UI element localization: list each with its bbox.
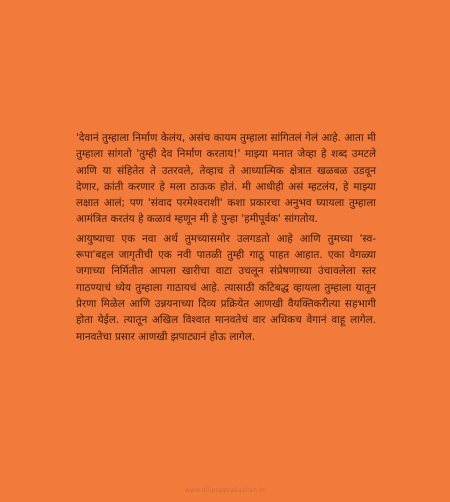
blurb-text bbox=[76, 130, 376, 345]
publisher-url: www.diliprajprakashan.in bbox=[184, 487, 266, 494]
blurb-paragraph-1: 'देवानं तुम्हाला निर्माण केलंय, असंच कायम तुम्हाला सांगितलं गेलं आहे. आता मी तुम्हाला सांगतो 'तुम्ही देव निर्माण करताय!' माझ्या मनात जेव्हा हे शब्द उमटले आणि या संहितेत ते उतरवले, तेव्हाच ते आध्यात्मिक क्षेत्रात खळबळ उडवून देणार, क्रांती करणार हे मला ठाऊक होतं. मी आधीही असं म्हटलंय, हे माझ्या लक्षात आलं; पण 'संवाद परमेश्वराशी' कशा प्रकारचा अनुभव घ्यायला तुम्हाला आमंत्रित करतंय हे कळावं म्हणून मी हे पुन्हा 'हमीपूर्वक' सांगतोय. bbox=[76, 132, 376, 226]
blurb-paragraph-2: आयुष्याचा एक नवा अर्थ तुमच्यासमोर उलगडतो आहे आणि तुमच्या 'स्व-रूपा'बद्दल जागृतीची एक नवी पातळी तुम्ही गाठू पाहत आहात. एका वेगळ्या जगाच्या निर्मितीत आपला खारीचा वाटा उचलून संप्रेषणाच्या उंचावलेला स्तर गाठण्याचं ध्येय तुम्हाला गाठायचं आहे. त्यासाठी कटिबद्ध व्हायला तुम्हाला यातून प्रेरणा मिळेल आणि उन्नयनाच्या दिव्य प्रक्रियेत आणखी वैयक्तिकरीत्या सहभागी होता येईल. त्यातून अखिल विश्वात मानवतेचं वार अधिकच वेगानं वाहू लागेल. मानवतेचा प्रसार आणखी झपाट्यानं होऊ लागेल. bbox=[76, 232, 376, 343]
